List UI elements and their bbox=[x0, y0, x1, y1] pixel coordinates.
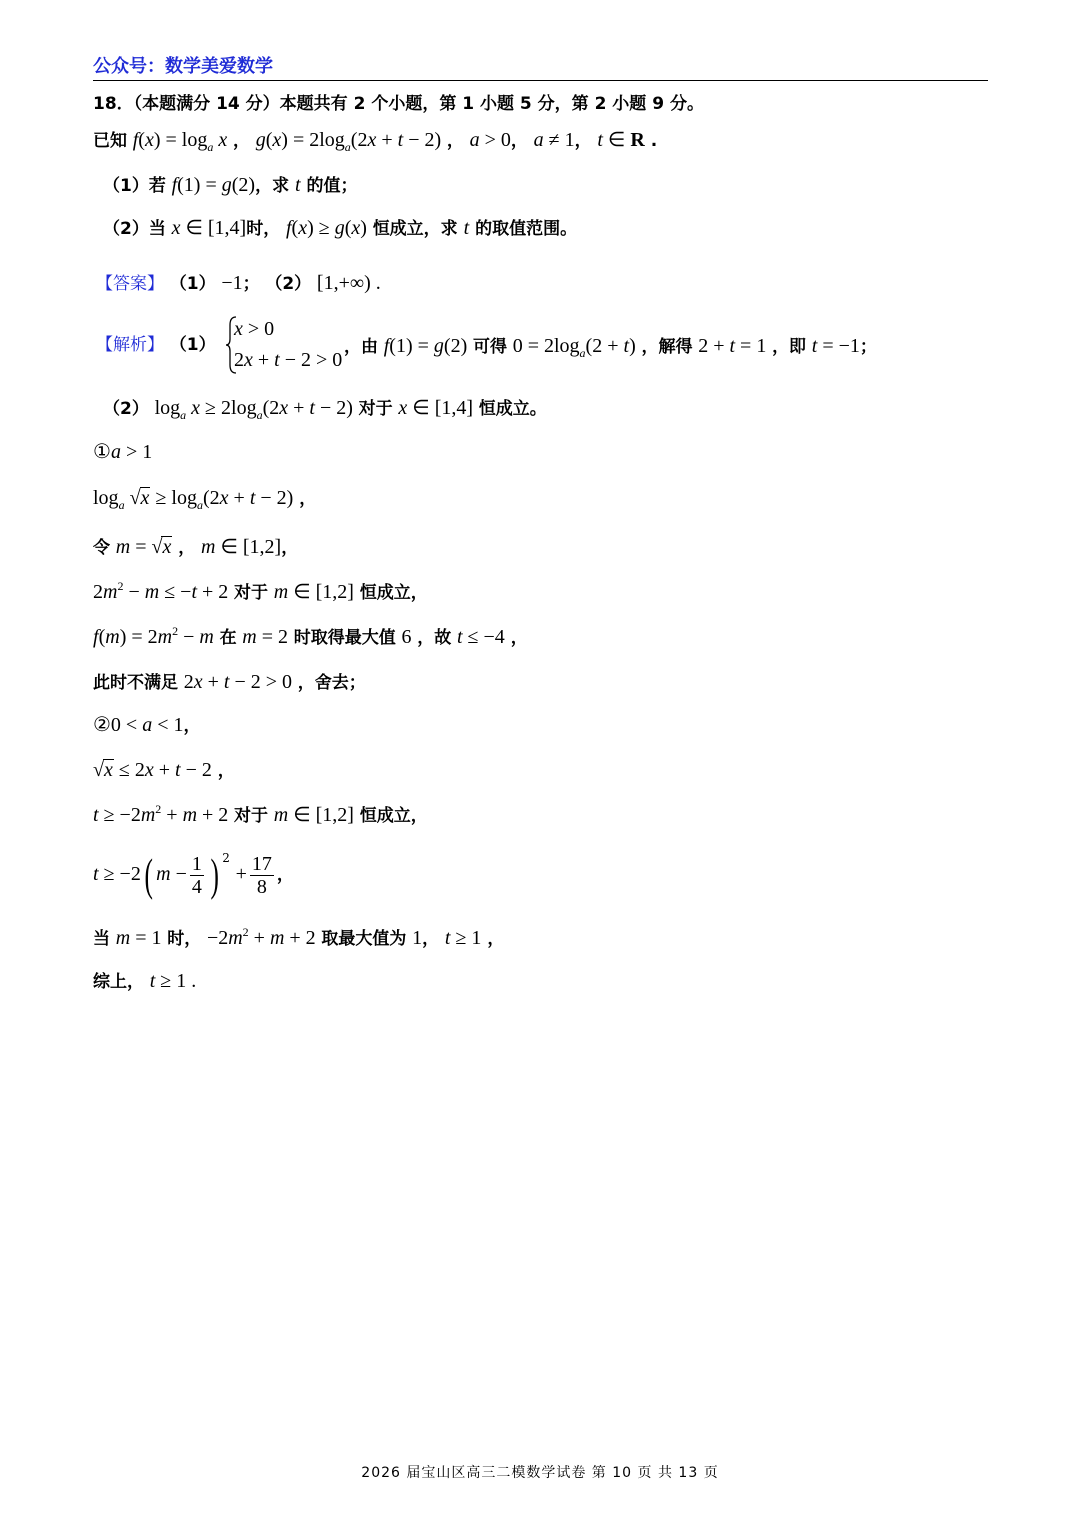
system-line-1: x > 0 bbox=[234, 318, 275, 340]
case1-line2: 令 m = √x ， m ∈ [1,2]， bbox=[93, 536, 299, 558]
question-2: （2）当 x ∈ [1,4]时， f(x) ≥ g(x) 恒成立，求 t 的取值范围。 bbox=[103, 217, 578, 239]
fraction-17-8: $\frac{17}{8}$ bbox=[251, 852, 272, 898]
analysis-tag: 【解析】 bbox=[96, 335, 164, 355]
analysis-part1: 【解析】 （1） bbox=[96, 335, 216, 355]
conclusion: 综上， t ≥ 1 . bbox=[93, 970, 197, 992]
case-2: ②0 < a < 1， bbox=[93, 714, 201, 736]
problem-title: 18．（本题满分 14 分）本题共有 2 个小题，第 1 小题 5 分，第 2 小题 9 分。 bbox=[93, 94, 704, 114]
case2-line3: t ≥ −2( m − $\frac{1}{4}$ ) $^2$ + $\frac{17}{8}$ ， bbox=[93, 849, 294, 900]
source-header: 公众号：数学美爱数学 bbox=[93, 56, 273, 77]
case-1: ①a > 1 bbox=[93, 441, 153, 463]
question-1: （1）若 f(1) = g(2)，求 t 的值； bbox=[103, 174, 358, 196]
case1-line3: $2m^2 - m \le -t + 2$ 对于 m ∈ [1,2] 恒成立， bbox=[93, 579, 428, 603]
case2-line1: √x ≤ 2x + t − 2 ， bbox=[93, 759, 235, 781]
system-line-2: 2x + t − 2 > 0 bbox=[234, 349, 343, 371]
case1-line5: 此时不满足 2x + t − 2 > 0 ，舍去； bbox=[93, 671, 366, 693]
page-footer: 2026 届宝山区高三二模数学试卷 第 10 页 共 13 页 bbox=[361, 1465, 719, 1481]
case2-line2: $t \ge -2m^2 + m + 2$ 对于 m ∈ [1,2] 恒成立， bbox=[93, 802, 428, 826]
analysis-part1-cont: ，由 f(1) = g(2) 可得 $0 = 2\log_a(2 + t)$ ，解得 2 + t = 1 ，即 t = −1； bbox=[344, 335, 877, 360]
case1-line1: $\log_a √x \ge \log_a(2x + t - 2)$ ， bbox=[93, 487, 317, 512]
answer-line: 【答案】 （1） −1； （2） [1,+∞) . bbox=[96, 272, 381, 294]
fraction-quarter: $\frac{1}{4}$ bbox=[191, 852, 202, 898]
answer-tag: 【答案】 bbox=[96, 274, 164, 294]
problem-given: 已知 $f(x) = \log_a x$ ， $g(x) = 2\log_a(2x + t - 2)$ ， a > 0， a ≠ 1， t ∈ R . bbox=[93, 129, 658, 154]
case2-line4: 当 m = 1 时， $-2m^2 + m + 2$ 取最大值为 1， t ≥ 1 ， bbox=[93, 925, 505, 949]
header-rule bbox=[93, 80, 988, 81]
case1-line4: $f(m) = 2m^2 - m$ 在 m = 2 时取得最大值 6 ，故 t ≤ −4 ， bbox=[93, 624, 528, 648]
analysis-part2: （2） $\log_a x \ge 2\log_a(2x + t - 2)$ 对于 x ∈ [1,4] 恒成立。 bbox=[103, 397, 547, 422]
